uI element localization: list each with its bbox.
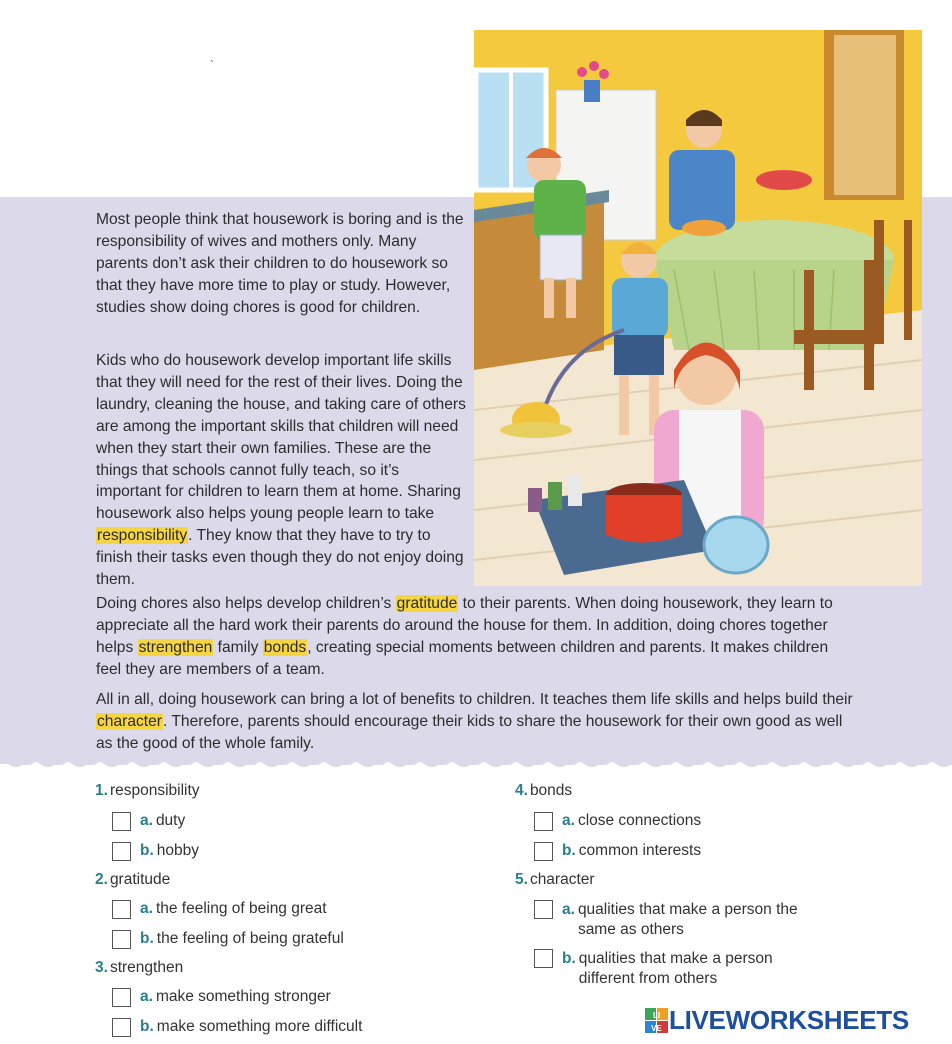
- question-3-option-b[interactable]: [112, 1018, 362, 1037]
- logo-top-letters: LI: [652, 1010, 661, 1020]
- question-number: 1.: [95, 782, 108, 799]
- option-text: hobby: [156, 842, 200, 859]
- answer-checkbox[interactable]: [534, 812, 553, 831]
- highlight-strengthen: strengthen: [138, 638, 213, 656]
- option-text: the feeling of being great: [155, 900, 327, 917]
- question-1-option-a[interactable]: [112, 812, 185, 831]
- passage-text: Kids who do housework develop important life skills that they will need for the rest of their lives. Doing the laundry, cleaning the house, and taking care of others are among the important skills that children will need when they start their own families. These are the things that schools cannot fully teach, so it’s important for children to learn them at home. Sharing housework also helps young people learn to take: [96, 352, 466, 523]
- option-text: make something more difficult: [156, 1018, 363, 1035]
- passage-text: Doing chores also helps develop children’s: [96, 595, 396, 612]
- passage-paragraph-4: [96, 689, 856, 755]
- question-word: character: [529, 871, 595, 888]
- question-word: gratitude: [109, 871, 171, 888]
- question-number: 5.: [515, 871, 528, 888]
- passage-paragraph-2: [96, 350, 468, 591]
- option-text: close connections: [577, 812, 702, 829]
- option-letter: a.: [140, 900, 153, 917]
- option-letter: b.: [140, 930, 154, 947]
- highlight-gratitude: gratitude: [396, 595, 458, 612]
- passage-text: to their parents. When doing housework, they learn to appreciate all the hard work their parents do around the house for them. In addition, doing chores together helps: [96, 595, 833, 656]
- question-word: responsibility: [109, 782, 200, 799]
- question-4-option-a[interactable]: [534, 812, 701, 831]
- option-letter: b.: [140, 1018, 154, 1035]
- passage-paragraph-1: Most people think that housework is boring and is the responsibility of wives and mothers only. Many parents don’t ask their children to do housework so that they have more time to play or study. However, studies show doing chores is good for children.: [96, 211, 464, 316]
- question-4: [515, 782, 572, 800]
- option-text: qualities that make a person different from others: [578, 950, 773, 987]
- passage-text: family: [213, 638, 263, 656]
- question-4-option-b[interactable]: [534, 842, 701, 861]
- option-text: duty: [155, 812, 186, 829]
- wavy-divider: [0, 758, 952, 778]
- answer-checkbox[interactable]: [112, 988, 131, 1007]
- highlight-responsibility: responsibility: [97, 527, 188, 545]
- answer-checkbox[interactable]: [112, 812, 131, 831]
- question-word: strengthen: [109, 959, 184, 976]
- question-5-option-b[interactable]: [534, 949, 834, 989]
- option-letter: a.: [562, 901, 575, 918]
- logo-bottom-letters: VE: [651, 1023, 662, 1033]
- question-1-option-b[interactable]: [112, 842, 199, 861]
- option-letter: a.: [140, 988, 153, 1005]
- option-text: the feeling of being grateful: [156, 930, 344, 947]
- question-2: [95, 871, 170, 889]
- highlight-character: character: [97, 712, 163, 730]
- question-5-option-a[interactable]: [534, 900, 834, 940]
- option-text: make something stronger: [155, 988, 331, 1005]
- answer-checkbox[interactable]: [112, 930, 131, 949]
- option-text: common interests: [578, 842, 702, 859]
- passage-text: , creating special moments between children and parents. It makes children feel they are members of a team.: [96, 638, 829, 678]
- question-3-option-a[interactable]: [112, 988, 331, 1007]
- question-number: 4.: [515, 782, 528, 799]
- family-housework-illustration: [474, 30, 922, 586]
- question-1: [95, 782, 200, 800]
- answer-checkbox[interactable]: [112, 1018, 131, 1037]
- option-letter: b.: [562, 842, 576, 859]
- highlight-bonds: bonds: [263, 638, 307, 656]
- passage-paragraph-3: [96, 593, 856, 681]
- question-3: [95, 959, 183, 977]
- liveworksheets-logo: [645, 1005, 909, 1036]
- liveworksheets-logo-icon: [645, 1008, 669, 1034]
- question-word: bonds: [529, 782, 573, 799]
- option-letter: b.: [562, 950, 576, 967]
- option-letter: b.: [140, 842, 154, 859]
- passage-text: . Therefore, parents should encourage their kids to share the housework for their own good as well as the good of the whole family.: [96, 712, 843, 752]
- answer-checkbox[interactable]: [534, 949, 553, 968]
- passage-text: . They know that they have to try to finish their tasks even though they do not enjoy doing them.: [96, 527, 464, 589]
- question-number: 3.: [95, 959, 108, 976]
- answer-checkbox[interactable]: [112, 900, 131, 919]
- stray-mark: `: [210, 58, 214, 72]
- question-5: [515, 871, 595, 889]
- option-text: qualities that make a person the same as others: [577, 901, 798, 938]
- answer-checkbox[interactable]: [534, 842, 553, 861]
- question-2-option-a[interactable]: [112, 900, 327, 919]
- passage-text: All in all, doing housework can bring a lot of benefits to children. It teaches them life skills and helps build their: [96, 691, 853, 708]
- brand-name: LIVEWORKSHEETS: [669, 1005, 909, 1035]
- answer-checkbox[interactable]: [534, 900, 553, 919]
- question-2-option-b[interactable]: [112, 930, 344, 949]
- option-letter: a.: [140, 812, 153, 829]
- answer-checkbox[interactable]: [112, 842, 131, 861]
- option-letter: a.: [562, 812, 575, 829]
- question-number: 2.: [95, 871, 108, 888]
